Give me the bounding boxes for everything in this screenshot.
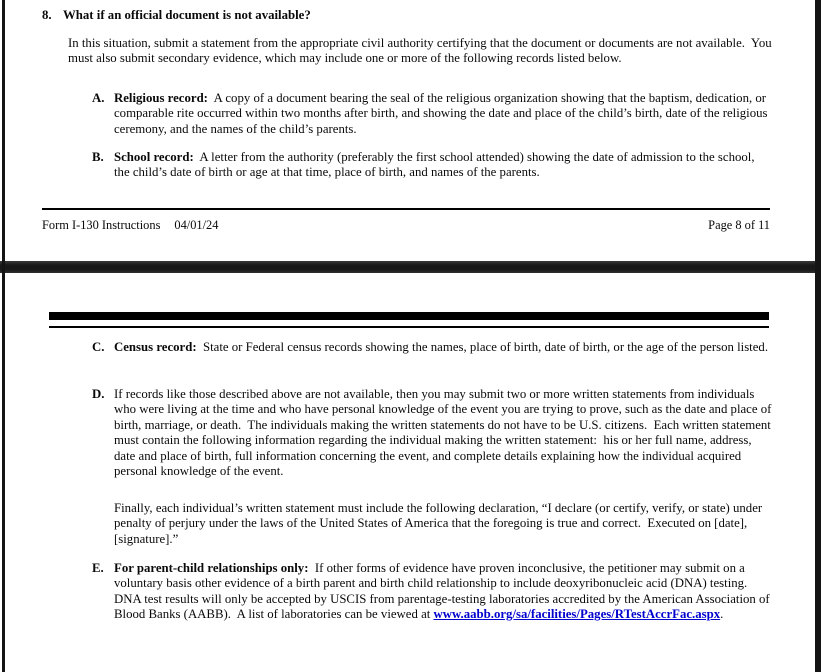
- link-trailing-period: .: [720, 607, 724, 622]
- item-body-text: If other forms of evidence have proven inconclusive, the petitioner may submit on a voluntary basis other evidence of a birth parent and birth child relationship to include deoxyribonucleic acid (DNA) testing. DNA test results will only be accepted by USCIS from parentage-testing laboratories accredited by the American Association of Blood Banks (AABB). A list of laboratories can be viewed at: [114, 561, 773, 622]
- page-number-label: Page 8 of 11: [708, 218, 770, 232]
- aabb-laboratories-link[interactable]: www.aabb.org/sa/facilities/Pages/RTestAccrFac.aspx: [433, 607, 721, 622]
- page-left-border: [2, 0, 5, 672]
- section-heading: What if an official document is not available?: [63, 8, 311, 22]
- edition-date: 04/01/24: [174, 218, 219, 232]
- item-label: For parent-child relationships only:: [114, 561, 309, 575]
- item-text: [114, 340, 772, 355]
- item-body-text: A letter from the authority (preferably the first school attended) showing the date of admission to the school, the child’s date of birth or age at that time, place of birth, and names of the parents.: [114, 150, 758, 180]
- list-item-parent-child-dna: [92, 561, 772, 623]
- form-name: Form I-130 Instructions: [42, 218, 161, 232]
- section-intro-paragraph: In this situation, submit a statement from the appropriate civil authority certifying that the document or documents are not available. You must also submit secondary evidence, which may include one or more of the following records listed below.: [68, 36, 775, 66]
- item-text: [114, 91, 772, 137]
- item-letter: A.: [92, 91, 105, 105]
- item-body-text: If records like those described above are not available, then you may submit two or more written statements from individuals who were living at the time and who have personal knowledge of the event you are trying to prove, such as the date and place of birth, marriage, or death. The individuals making the written statements do not have to be U.S. citizens. Each written statement must contain the following information regarding the individual making the written statement: his or her full name, address, date and place of birth, full information concerning the event, and complete details explaining how the individual acquired personal knowledge of the event.: [114, 387, 775, 479]
- list-item-religious-record: [92, 91, 772, 137]
- viewport-right-edge: [815, 0, 821, 672]
- item-letter: D.: [92, 387, 105, 401]
- item-label: Religious record:: [114, 91, 208, 105]
- page-header-black-bar: [49, 312, 769, 320]
- list-item-school-record: [92, 150, 772, 181]
- footer-divider-line: [42, 208, 770, 210]
- footer-form-info: [42, 218, 232, 233]
- item-letter: C.: [92, 340, 105, 354]
- list-item-census-record: [92, 340, 772, 355]
- item-letter: E.: [92, 561, 104, 575]
- item-label: School record:: [114, 150, 194, 164]
- item-label: Census record:: [114, 340, 197, 354]
- item-text: [114, 561, 772, 623]
- item-letter: B.: [92, 150, 104, 164]
- item-text: [114, 150, 772, 181]
- item-body-text: State or Federal census records showing the names, place of birth, date of birth, or the age of the person listed.: [196, 340, 769, 354]
- page-footer: [42, 218, 770, 233]
- page-separator-band: [0, 261, 821, 273]
- item-body-text: A copy of a document bearing the seal of the religious organization showing that the baptism, dedication, or comparable rite occurred within two months after birth, and showing the date and place of the child’s birth, date of the religious ceremony, and the names of the child’s parents.: [114, 91, 771, 136]
- list-item-written-statements: [92, 387, 775, 479]
- page-header-thin-rule: [49, 326, 769, 328]
- section-number: 8.: [42, 8, 52, 22]
- written-statement-declaration-paragraph: Finally, each individual’s written statement must include the following declaration, “I declare (or certify, verify, or state) under penalty of perjury under the laws of the United States of America that the foregoing is true and correct. Executed on [date], [signature].”: [114, 501, 766, 546]
